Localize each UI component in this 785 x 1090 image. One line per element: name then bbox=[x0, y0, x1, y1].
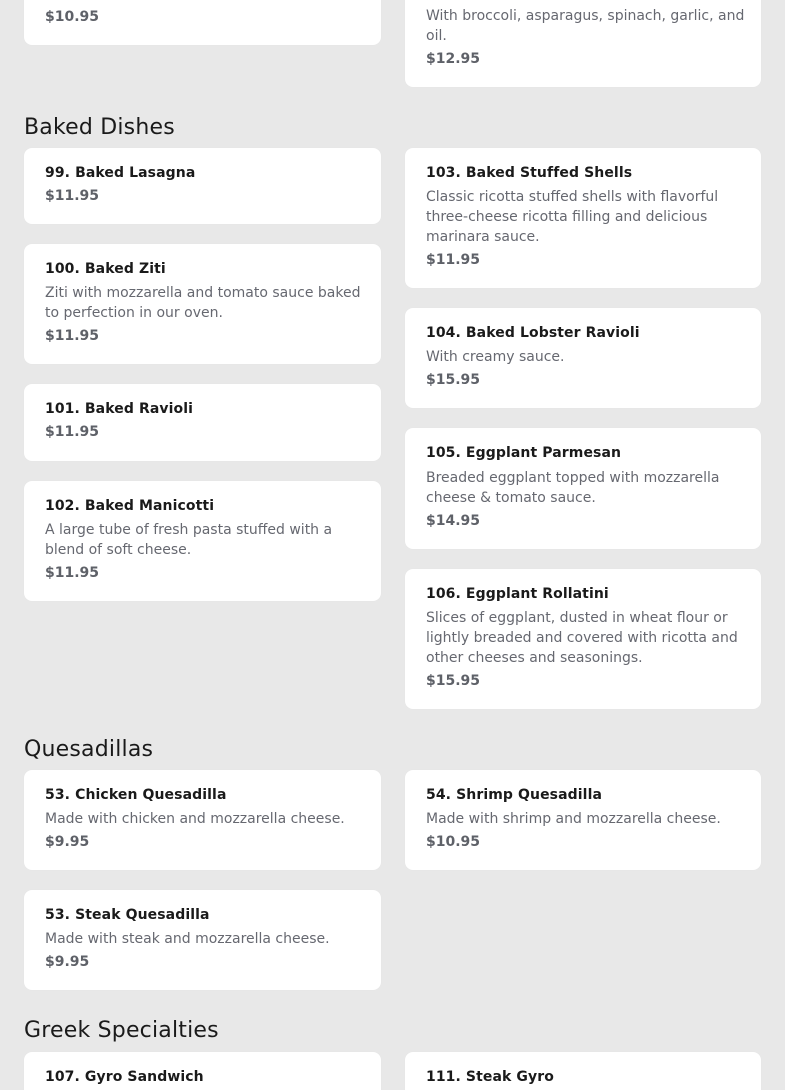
menu-item-card[interactable] bbox=[24, 0, 381, 45]
menu-item-price: $12.95 bbox=[426, 51, 481, 67]
section-title-greek-specialties: Greek Specialties bbox=[24, 1018, 219, 1043]
menu-item-description: Breaded eggplant topped with mozzarella cheese & tomato sauce. bbox=[426, 470, 720, 506]
menu-item-name: 103. Baked Stuffed Shells bbox=[426, 165, 633, 181]
menu-item-card[interactable] bbox=[405, 770, 761, 870]
section-title-baked-dishes: Baked Dishes bbox=[24, 115, 175, 140]
menu-item-name: 102. Baked Manicotti bbox=[45, 498, 215, 514]
menu-item-card[interactable] bbox=[24, 1052, 381, 1090]
menu-item-description: With creamy sauce. bbox=[426, 349, 565, 365]
menu-item-description: Classic ricotta stuffed shells with flavorful three-cheese ricotta filling and delicious marinara sauce. bbox=[426, 189, 719, 245]
menu-item-name: 100. Baked Ziti bbox=[45, 261, 166, 277]
menu-item-card[interactable] bbox=[24, 384, 381, 461]
menu-item-name: 99. Baked Lasagna bbox=[45, 165, 196, 181]
menu-item-card[interactable] bbox=[24, 890, 381, 990]
menu-item-price: $9.95 bbox=[45, 954, 90, 970]
section-title-quesadillas: Quesadillas bbox=[24, 737, 154, 762]
menu-item-price: $11.95 bbox=[45, 565, 100, 581]
menu-item-price: $11.95 bbox=[45, 328, 100, 344]
menu-item-price: $15.95 bbox=[426, 372, 481, 388]
menu-item-card[interactable] bbox=[24, 244, 381, 364]
menu-item-name: 107. Gyro Sandwich bbox=[45, 1069, 204, 1085]
menu-item-card[interactable] bbox=[405, 1052, 761, 1090]
menu-item-price: $14.95 bbox=[426, 513, 481, 529]
menu-item-name: 104. Baked Lobster Ravioli bbox=[426, 325, 640, 341]
menu-item-name: 54. Shrimp Quesadilla bbox=[426, 787, 603, 803]
menu-item-price: $11.95 bbox=[45, 424, 100, 440]
menu-item-description: Ziti with mozzarella and tomato sauce baked to perfection in our oven. bbox=[45, 285, 361, 321]
menu-item-card[interactable] bbox=[24, 770, 381, 870]
menu-item-name: 101. Baked Ravioli bbox=[45, 401, 194, 417]
menu-item-name: 111. Steak Gyro bbox=[426, 1069, 554, 1085]
menu-item-card[interactable] bbox=[405, 308, 761, 408]
menu-item-description: Made with steak and mozzarella cheese. bbox=[45, 931, 330, 947]
menu-item-price: $15.95 bbox=[426, 673, 481, 689]
menu-item-card[interactable] bbox=[405, 569, 761, 709]
menu-item-description: With broccoli, asparagus, spinach, garlic, and oil. bbox=[426, 8, 745, 44]
menu-item-description: Slices of eggplant, dusted in wheat flour or lightly breaded and covered with ricotta and other cheeses and seasonings. bbox=[426, 610, 738, 666]
menu-item-price: $10.95 bbox=[426, 834, 481, 850]
menu-item-price: $11.95 bbox=[426, 252, 481, 268]
menu-item-card[interactable] bbox=[24, 148, 381, 224]
menu-item-card[interactable] bbox=[405, 0, 761, 87]
menu-item-description: A large tube of fresh pasta stuffed with a blend of soft cheese. bbox=[45, 522, 333, 558]
menu-item-name: 53. Chicken Quesadilla bbox=[45, 787, 227, 803]
menu-item-price: $9.95 bbox=[45, 834, 90, 850]
menu-item-name: 105. Eggplant Parmesan bbox=[426, 445, 622, 461]
menu-item-card[interactable] bbox=[405, 148, 761, 288]
menu-item-description: Made with shrimp and mozzarella cheese. bbox=[426, 811, 721, 827]
menu-item-card[interactable] bbox=[24, 481, 381, 601]
menu-item-card[interactable] bbox=[405, 428, 761, 549]
menu-item-name: 106. Eggplant Rollatini bbox=[426, 586, 609, 602]
menu-item-description: Made with chicken and mozzarella cheese. bbox=[45, 811, 345, 827]
menu-item-name: 53. Steak Quesadilla bbox=[45, 907, 210, 923]
menu-item-price: $11.95 bbox=[45, 188, 100, 204]
menu-item-price: $10.95 bbox=[45, 9, 100, 25]
